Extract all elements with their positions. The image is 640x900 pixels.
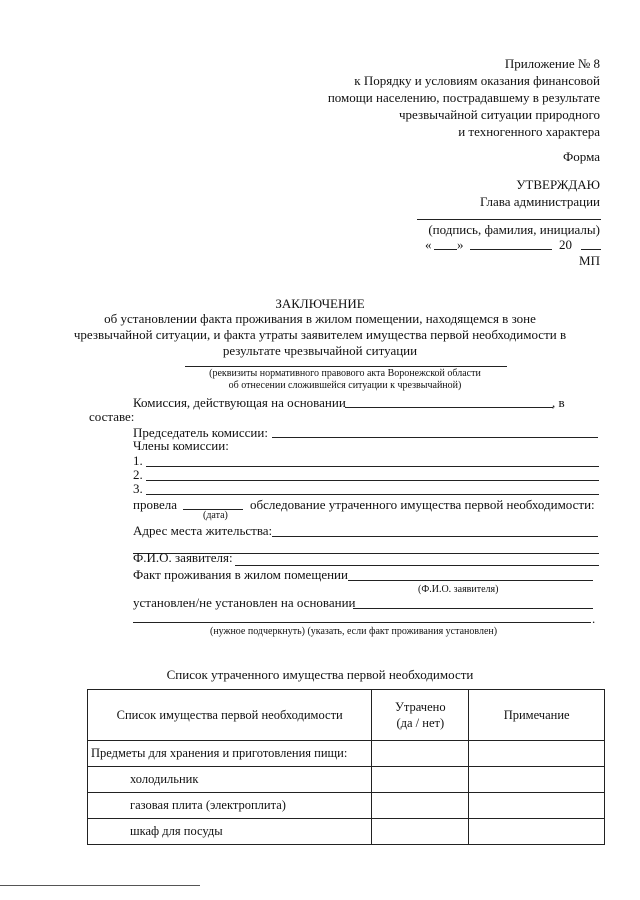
commission-suffix: , в — [552, 395, 565, 410]
seal-label: МП — [579, 253, 600, 268]
table-row — [88, 819, 605, 845]
row-item: газовая плита (электроплита) — [88, 793, 372, 819]
underline-caption: (нужное подчеркнуть) (указать, если факт проживания установлен) — [210, 626, 498, 637]
appendix-block — [280, 55, 600, 140]
member-2-line — [146, 480, 599, 481]
table-header-row — [88, 690, 605, 741]
scan-edge-line — [0, 885, 200, 886]
applicant-caption: (Ф.И.О. заявителя) — [418, 584, 499, 595]
table-row — [88, 793, 605, 819]
basis-line — [345, 407, 553, 408]
row-item: Предметы для хранения и приготовления пищи: — [88, 741, 372, 767]
residence-fact-line — [348, 580, 593, 581]
approval-position: Глава администрации — [479, 194, 600, 209]
approval-title: УТВЕРЖДАЮ — [516, 177, 600, 192]
appendix-line: чрезвычайной ситуации природного — [399, 107, 600, 122]
document-subtitle: результате чрезвычайной ситуации — [222, 343, 418, 358]
row-note-cell — [469, 767, 605, 793]
commission-basis-label: Комиссия, действующая на основании — [133, 395, 346, 410]
address-line — [272, 536, 598, 537]
member-3-label: 3. — [133, 481, 143, 496]
residence-fact-label: Факт проживания в жилом помещении — [133, 567, 348, 582]
lost-property-table — [87, 689, 605, 845]
document-title: ЗАКЛЮЧЕНИЕ — [275, 296, 365, 311]
established-period: . — [592, 611, 596, 626]
row-lost-cell — [372, 767, 469, 793]
month-line — [470, 249, 552, 250]
chairman-line — [272, 437, 598, 438]
established-line — [353, 608, 593, 609]
approval-date-row — [425, 236, 603, 254]
document-subtitle: об установлении факта проживания в жилом помещении, находящемся в зоне — [104, 311, 536, 326]
signature-caption: (подпись, фамилия, инициалы) — [428, 222, 600, 237]
requisites-caption: об отнесении сложившейся ситуации к чрезвычайной) — [228, 380, 462, 391]
row-note-cell — [469, 819, 605, 845]
table-row — [88, 741, 605, 767]
row-item: шкаф для посуды — [88, 819, 372, 845]
header-item: Список имущества первой необходимости — [88, 690, 372, 741]
row-note-cell — [469, 793, 605, 819]
signature-line — [417, 219, 601, 220]
conducted-label: провела — [133, 497, 178, 512]
row-lost-cell — [372, 741, 469, 767]
appendix-number: Приложение № 8 — [504, 56, 600, 71]
row-note-cell — [469, 741, 605, 767]
composition-label: составе: — [89, 409, 135, 424]
appendix-line: и техногенного характера — [458, 124, 600, 139]
established-label: установлен/не установлен на основании — [133, 595, 356, 610]
members-label: Члены комиссии: — [133, 438, 229, 453]
member-1-label: 1. — [133, 453, 143, 468]
list-title: Список утраченного имущества первой необходимости — [166, 667, 474, 682]
row-lost-cell — [372, 793, 469, 819]
appendix-line: к Порядку и условиям оказания финансовой — [354, 73, 600, 88]
member-2-label: 2. — [133, 467, 143, 482]
member-1-line — [146, 466, 599, 467]
year-prefix: 20 — [559, 237, 572, 252]
applicant-name-label: Ф.И.О. заявителя: — [133, 550, 233, 565]
chairman-label: Председатель комиссии: — [133, 425, 268, 440]
appendix-line: помощи населению, пострадавшему в результате — [327, 90, 600, 105]
header-lost: Утрачено (да / нет) — [372, 690, 469, 741]
member-3-line — [146, 494, 599, 495]
document-subtitle: чрезвычайной ситуации, и факта утраты заявителем имущества первой необходимости в — [73, 327, 567, 342]
date-caption: (дата) — [203, 510, 228, 521]
quote-close: » — [457, 237, 464, 252]
address-label: Адрес места жительства: — [133, 523, 273, 538]
requisites-caption: (реквизиты нормативного правового акта Воронежской области — [209, 368, 481, 379]
year-line — [581, 249, 601, 250]
row-lost-cell — [372, 819, 469, 845]
established-line-2 — [133, 622, 591, 623]
quote-open: « — [425, 237, 432, 252]
header-note: Примечание — [469, 690, 605, 741]
day-line — [434, 249, 457, 250]
row-item: холодильник — [88, 767, 372, 793]
table-row — [88, 767, 605, 793]
form-label: Форма — [563, 149, 600, 164]
inspection-text: обследование утраченного имущества первой необходимости: — [250, 497, 595, 512]
